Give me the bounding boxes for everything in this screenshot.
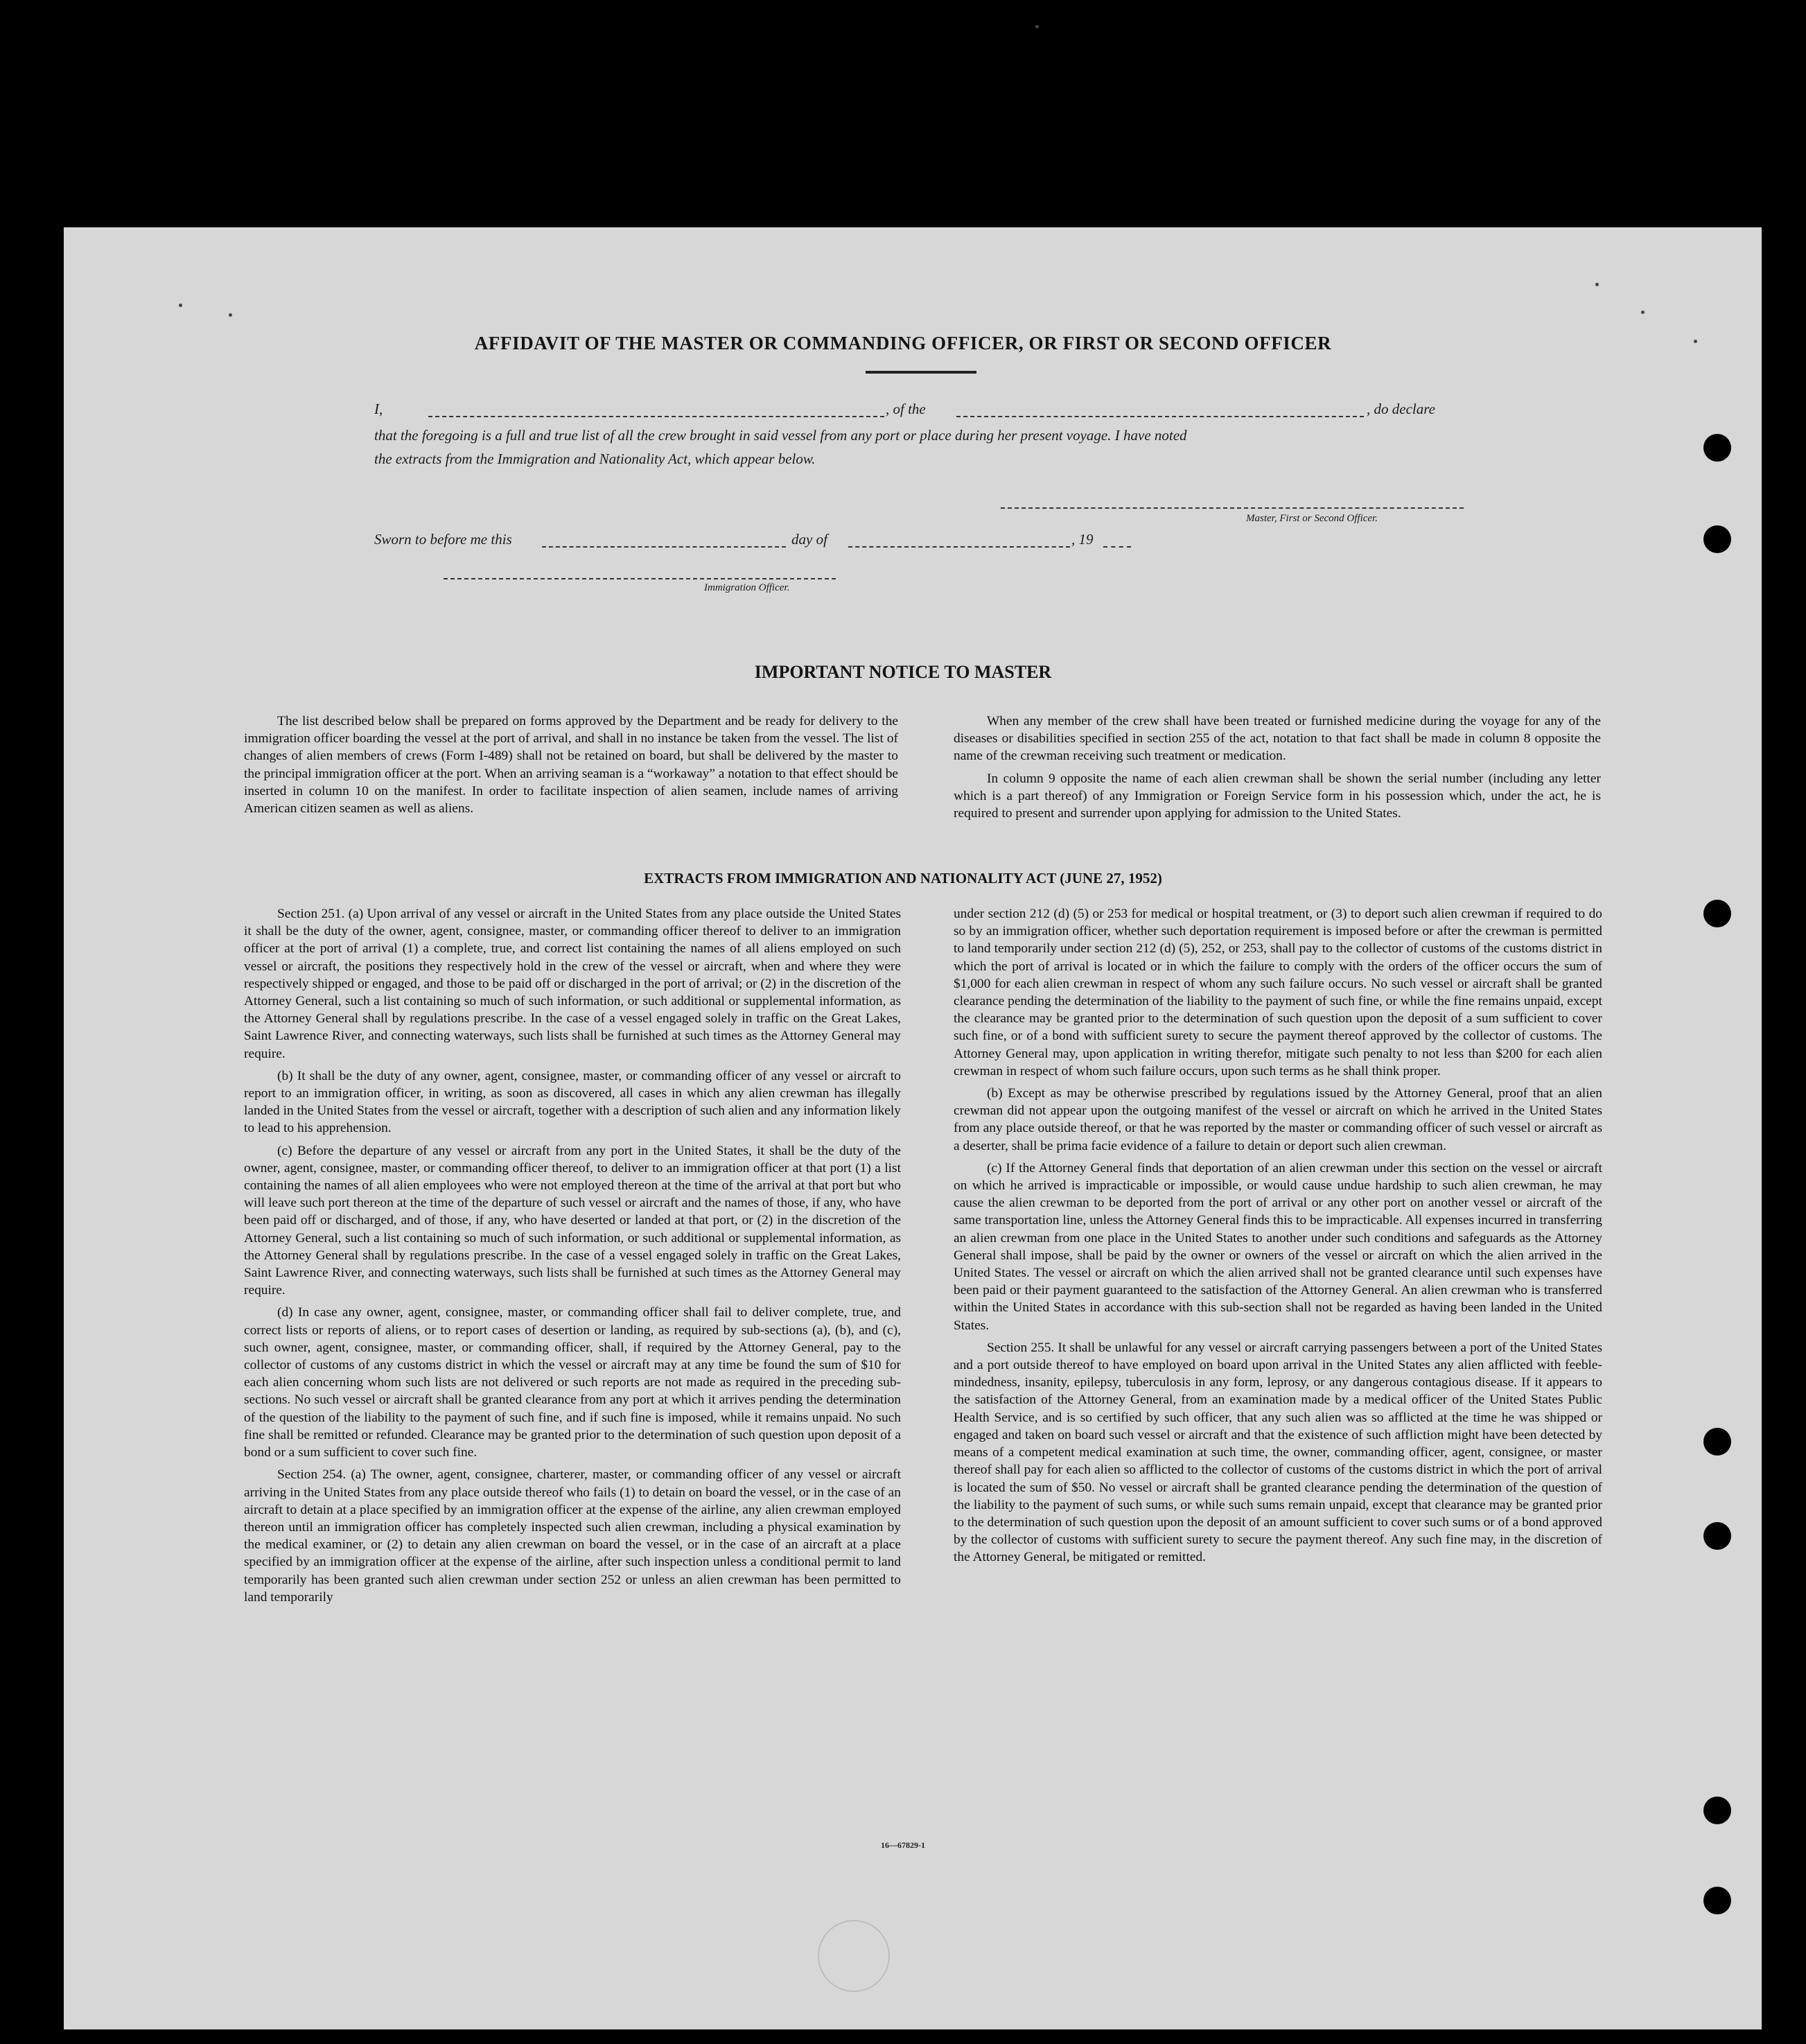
section-paragraph: (c) Before the departure of any vessel or aircraft from any port in the United States, it shall be the duty of the owner, agent, consignee, master, or commanding officer thereof, to deliver to an immigration officer at that port (1) a list containing the names of all alien employees who were not employed thereon at the time of the arrival at that port but who will leave such port thereon at the time of the departure of such vessel or aircraft and the names of those, if any, who have been paid off or discharged, and of those, if any, who have deserted or landed at that port, or (2) in the discretion of the Attorney General, such a list containing so much of such information, or such additional or supplemental information, as the Attorney General shall by regulations prescribe. In the case of a vessel engaged solely in traffic on the Great Lakes, Saint Lawrence River, and connecting waterways, such lists shall be furnished at such times as the Attorney General may require. bbox=[244, 1143, 901, 1298]
of-the-label: , of the bbox=[886, 401, 926, 417]
paper-speck bbox=[229, 313, 232, 317]
section-paragraph: (d) In case any owner, agent, consignee, master, or commanding officer shall fail to deliver complete, true, and correct lists or reports of aliens, or to report cases of desertion or landing, as required by sub-sections (a), (b), and (c), such owner, agent, consignee, master, or commanding officer, shall, if required by the Attorney General, pay to the collector of customs of any customs district in which the vessel or aircraft may at any time be found the sum of $10 for each alien concerning whom such lists are not delivered or such reports are not made as required in the preceding sub-sections. No such vessel or aircraft shall be granted clearance from any port at which it arrives pending the determination of the question of the liability to the payment of such fine, and if such fine is imposed, while it remains unpaid. No such fine shall be remitted or refunded. Clearance may be granted prior to the determination of such question upon deposit of a bond or a sum sufficient to cover such fine. bbox=[244, 1305, 901, 1460]
year-label: , 19 bbox=[1071, 531, 1094, 548]
title-rule bbox=[866, 371, 976, 374]
sworn-year-field[interactable] bbox=[1103, 546, 1131, 548]
declaration-text-continued: the extracts from the Immigration and Nationality Act, which appear below. bbox=[374, 451, 816, 467]
binder-hole bbox=[1703, 525, 1731, 553]
section-paragraph: (b) Except as may be otherwise prescribed by regulations issued by the Attorney General, proof that an alien crewman did not appear upon the outgoing manifest of the vessel or aircraft on which he arrived in the United States from any place outside thereof, or that he was reported by the master or commanding officer of such vessel or aircraft as a deserter, shall be prima facie evidence of a failure to detain or deport such alien crewman. bbox=[954, 1086, 1602, 1153]
immigration-officer-signature-field[interactable] bbox=[444, 578, 836, 579]
faint-stamp bbox=[818, 1920, 890, 1992]
section-paragraph: Section 255. It shall be unlawful for any vessel or aircraft carrying passengers between a port of the United States and a port outside thereof to have employed on board upon arrival in the United States any alien afflicted with feeble-mindedness, insanity, epilepsy, tuberculosis in any form, leprosy, or any dangerous contagious disease. If it appears to the satisfaction of the Attorney General, from an examination made by a medical officer of the United States Public Health Service, and is so certified by such officer, that any such alien was so afflicted at the time he was shipped or engaged and taken on board such vessel or aircraft and that the existence of such affliction might have been detected by means of a competent medical examination at such time, the owner, commanding officer, agent, consignee, or master thereof shall pay for each alien so afflicted to the collector of customs of the customs district in which the port of arrival is located the sum of $50. No vessel or aircraft shall be granted clearance pending the determination of the question of the liability to the payment of such sums, or while such sums remain unpaid, except that clearance may be granted prior to the determination of such question upon the deposit of an amount sufficient to cover such sums or of a bond approved by the collector of customs with sufficient surety to secure the payment thereof. Any such fine may, in the discretion of the Attorney General, be mitigated or remitted. bbox=[954, 1340, 1602, 1565]
immigration-officer-caption: Immigration Officer. bbox=[704, 582, 790, 593]
section-paragraph: (b) It shall be the duty of any owner, agent, consignee, master, or commanding officer of any vessel or aircraft to report to an immigration officer, in writing, as soon as discovered, all cases in which any alien crewman has illegally landed in the United States from the vessel or aircraft, together with a description of such alien and any information likely to lead to his apprehension. bbox=[244, 1068, 901, 1136]
sworn-month-field[interactable] bbox=[848, 546, 1070, 548]
binder-hole bbox=[1703, 1797, 1731, 1824]
extracts-left-column bbox=[244, 905, 901, 1611]
paper-speck bbox=[1641, 311, 1645, 314]
paper-speck bbox=[179, 304, 182, 307]
affidavit-title: AFFIDAVIT OF THE MASTER OR COMMANDING OFFICER, OR FIRST OR SECOND OFFICER bbox=[474, 333, 1332, 353]
section-paragraph: Section 251. (a) Upon arrival of any vessel or aircraft in the United States from any place outside the United States it shall be the duty of the owner, agent, consignee, master, or commanding officer thereof to deliver to an immigration officer at the port of arrival (1) a complete, true, and correct list containing the names of all aliens employed on such vessel or aircraft, the positions they respectively hold in the crew of the vessel or aircraft, when and where they were respectively shipped or engaged, and those to be paid off or discharged in the port of arrival; or (2) in the discretion of the Attorney General, such a list containing so much of such information, or such additional or supplemental information, as the Attorney General shall by regulations prescribe. In the case of a vessel engaged solely in traffic on the Great Lakes, Saint Lawrence River, and connecting waterways, such lists shall be furnished at such times as the Attorney General may require. bbox=[244, 907, 901, 1061]
affiant-label: I, bbox=[374, 401, 383, 417]
vessel-name-field[interactable] bbox=[956, 416, 1364, 417]
master-signature-field[interactable] bbox=[1001, 507, 1464, 509]
notice-left-column bbox=[244, 713, 898, 822]
day-of-label: day of bbox=[791, 531, 827, 548]
notice-paragraph: In column 9 opposite the name of each alien crewman shall be shown the serial number (including any letter which is a part thereof) of any Immigration or Foreign Service form in his possession which, under the act, he is required to present and surrender upon applying for admission to the United States. bbox=[954, 771, 1601, 821]
extracts-right-column bbox=[954, 905, 1602, 1571]
notice-title: IMPORTANT NOTICE TO MASTER bbox=[754, 662, 1052, 682]
declaration-text: that the foregoing is a full and true list of all the crew brought in said vessel from any port or place during her present voyage. I have noted bbox=[374, 427, 1187, 444]
form-number: 16—67829-1 bbox=[881, 1840, 925, 1850]
binder-hole bbox=[1703, 1887, 1731, 1914]
extracts-title: EXTRACTS FROM IMMIGRATION AND NATIONALITY ACT (JUNE 27, 1952) bbox=[644, 870, 1162, 886]
notice-paragraph: When any member of the crew shall have been treated or furnished medicine during the voyage for any of the diseases or disabilities specified in section 255 of the act, notation to that fact shall be made in column 8 opposite the name of the crewman receiving such treatment or medication. bbox=[954, 714, 1601, 764]
notice-paragraph: The list described below shall be prepared on forms approved by the Department and be ready for delivery to the immigration officer boarding the vessel at the port of arrival, and shall in no instance be taken from the vessel. The list of changes of alien members of crews (Form I-489) shall not be retained on board, but shall be delivered by the master to the principal immigration officer at the port. When an arriving seaman is a “workaway” a notation to that effect should be inserted in column 10 on the manifest. In order to facilitate inspection of alien seamen, include names of arriving American citizen seamen as well as aliens. bbox=[244, 714, 898, 816]
paper-speck bbox=[1035, 25, 1039, 28]
binder-hole bbox=[1703, 1428, 1731, 1456]
master-signature-caption: Master, First or Second Officer. bbox=[1246, 513, 1378, 524]
section-paragraph: under section 212 (d) (5) or 253 for medical or hospital treatment, or (3) to deport such alien crewman if required to do so by an immigration officer, whether such deportation requirement is imposed before or after the crewman is permitted to land temporarily under section 212 (d) (5), 252, or 253, shall pay to the collector of customs of the customs district in which the port of arrival is located or in which the failure to comply with the orders of the officer occurs the sum of $1,000 for each alien crewman in respect of whom any such failure occurs. No such vessel or aircraft shall be granted clearance pending the determination of the liability to the payment of such fine, or while the fine remains unpaid, except the clearance may be granted prior to the determination of such question upon the deposit of a sum sufficient to cover such fine, or of a bond with sufficient surety to secure the payment thereof approved by the collector of customs. The Attorney General may, upon application in writing therefor, mitigate such penalty to not less than $200 for each alien crewman in respect of whom such failure occurs, upon such terms as he shall think proper. bbox=[954, 907, 1602, 1078]
sworn-label: Sworn to before me this bbox=[374, 531, 512, 548]
paper-speck bbox=[1595, 283, 1599, 286]
sworn-day-field[interactable] bbox=[542, 546, 786, 548]
binder-hole bbox=[1703, 434, 1731, 462]
notice-right-column bbox=[954, 713, 1601, 827]
affiant-name-field[interactable] bbox=[428, 416, 884, 417]
section-paragraph: Section 254. (a) The owner, agent, consignee, charterer, master, or commanding officer of any vessel or aircraft arriving in the United States from any place outside thereof who fails (1) to detain on board the vessel, or in the case of an aircraft to detain at a place specified by an immigration officer at the expense of the airline, any alien crewman employed thereon until an immigration officer has completely inspected such alien crewman, including a physical examination by the medical examiner, or (2) to detain any alien crewman on board the vessel, or in the case of an aircraft at a place specified by an immigration officer at the expense of the airline, after such inspection unless a conditional permit to land temporarily has been granted such alien crewman under section 252 or unless an alien crewman has been permitted to land temporarily bbox=[244, 1467, 901, 1605]
do-declare-label: , do declare bbox=[1367, 401, 1435, 417]
binder-hole bbox=[1703, 900, 1731, 927]
binder-hole bbox=[1703, 1522, 1731, 1550]
section-paragraph: (c) If the Attorney General finds that deportation of an alien crewman under this section on the vessel or aircraft on which he arrived is impracticable or impossible, or would cause undue hardship to such alien crewman, he may cause the alien crewman to be deported from the port of arrival or any other port on another vessel or aircraft of the same transportation line, unless the Attorney General finds this to be impracticable. All expenses incurred in transferring an alien crewman from one place in the United States to another under such conditions and safeguards as the Attorney General shall impose, shall be paid by the owner or owners of the vessel or aircraft on which the alien arrived in the United States. The vessel or aircraft on which the alien arrived shall not be granted clearance until such expenses have been paid or their payment guaranteed to the satisfaction of the Attorney General. An alien crewman who is transferred within the United States in accordance with this sub-section shall not be regarded as having been landed in the United States. bbox=[954, 1160, 1602, 1333]
